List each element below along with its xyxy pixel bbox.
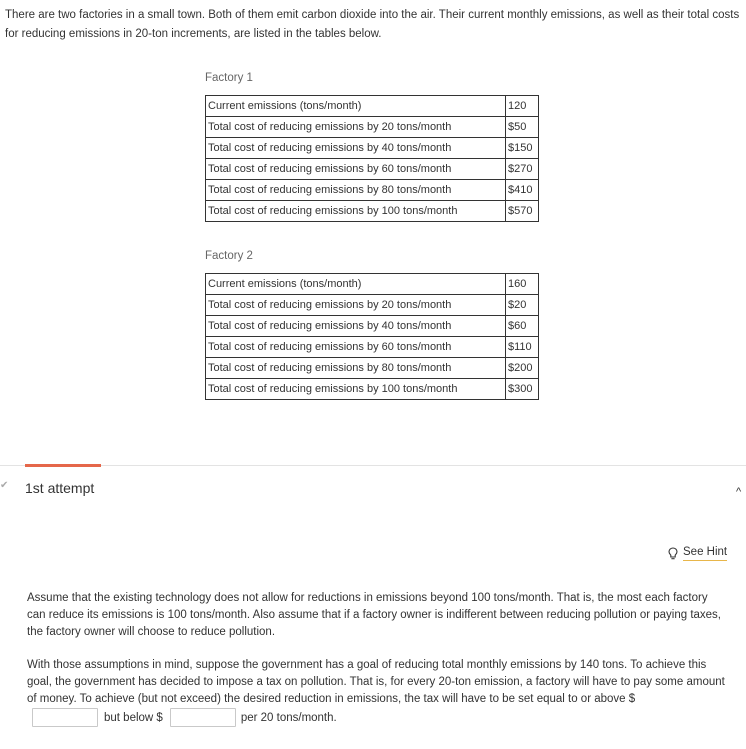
table-row [206, 379, 539, 400]
table-row [206, 358, 539, 379]
table-row [206, 295, 539, 316]
lightbulb-icon [668, 547, 678, 560]
per-unit-text: per 20 tons/month. [240, 711, 337, 724]
see-hint-link[interactable] [668, 546, 727, 561]
row-value: $20 [506, 295, 539, 316]
row-description: Total cost of reducing emissions by 20 tons/month [206, 295, 506, 316]
table-row [206, 337, 539, 358]
row-description: Total cost of reducing emissions by 40 tons/month [206, 316, 506, 337]
row-description: Total cost of reducing emissions by 100 tons/month [206, 379, 506, 400]
row-description: Total cost of reducing emissions by 40 tons/month [206, 138, 506, 159]
table-row [206, 201, 539, 222]
row-description: Total cost of reducing emissions by 20 tons/month [206, 117, 506, 138]
factory-2-table [205, 273, 539, 400]
question-paragraph-2: With those assumptions in mind, suppose the government has a goal of reducing total monthly emissions by 140 tons. To achieve this goal, the government has decided to impose a tax on pollution. That is, for every 20-ton emission, a factory will have to pay some amount of money. To achieve (but not exceed) the desired reduction in emissions, the tax will have to be set equal to or above $ [27, 659, 725, 705]
active-tab-indicator [25, 464, 101, 467]
table-row [206, 138, 539, 159]
row-value: $270 [506, 159, 539, 180]
but-below-text: but below $ [104, 711, 163, 724]
row-description: Total cost of reducing emissions by 60 tons/month [206, 337, 506, 358]
table-row [206, 159, 539, 180]
factory-1-label: Factory 1 [205, 72, 253, 84]
row-description: Total cost of reducing emissions by 80 tons/month [206, 180, 506, 201]
row-value: 120 [506, 96, 539, 117]
question-paragraph-1: Assume that the existing technology does not allow for reductions in emissions beyond 100 tons/month. That is, the most each factory can reduce its emissions is 100 tons/month. Also assume that if a factory owner is indifferent between reducing pollution or paying taxes, the factory owner will choose to reduce pollution. [27, 592, 721, 638]
row-value: $410 [506, 180, 539, 201]
row-description: Total cost of reducing emissions by 80 tons/month [206, 358, 506, 379]
collapse-caret-icon[interactable]: ^ [736, 486, 742, 498]
checkmark-icon: ✔ [0, 480, 9, 491]
table-row [206, 316, 539, 337]
row-value: $110 [506, 337, 539, 358]
factory-2-label: Factory 2 [205, 250, 253, 262]
see-hint-label[interactable]: See Hint [683, 546, 727, 561]
row-value: $60 [506, 316, 539, 337]
row-value: $300 [506, 379, 539, 400]
row-value: $570 [506, 201, 539, 222]
attempt-tab-divider [0, 465, 746, 466]
table-row [206, 117, 539, 138]
table-row [206, 180, 539, 201]
row-value: $50 [506, 117, 539, 138]
tax-upper-bound-input[interactable] [170, 708, 236, 727]
answer-row [32, 708, 337, 727]
row-description: Total cost of reducing emissions by 60 tons/month [206, 159, 506, 180]
row-value: 160 [506, 274, 539, 295]
row-description: Total cost of reducing emissions by 100 tons/month [206, 201, 506, 222]
row-value: $150 [506, 138, 539, 159]
table-row [206, 274, 539, 295]
attempt-tab[interactable]: 1st attempt [25, 480, 95, 496]
table-row [206, 96, 539, 117]
tax-lower-bound-input[interactable] [32, 708, 98, 727]
row-description: Current emissions (tons/month) [206, 274, 506, 295]
factory-1-table [205, 95, 539, 222]
row-description: Current emissions (tons/month) [206, 96, 506, 117]
intro-text: There are two factories in a small town. Both of them emit carbon dioxide into the air. Their current monthly emissions, as well as their total costs for reducing emissions in 20-ton increments, are listed in the tables below. [5, 9, 740, 40]
row-value: $200 [506, 358, 539, 379]
